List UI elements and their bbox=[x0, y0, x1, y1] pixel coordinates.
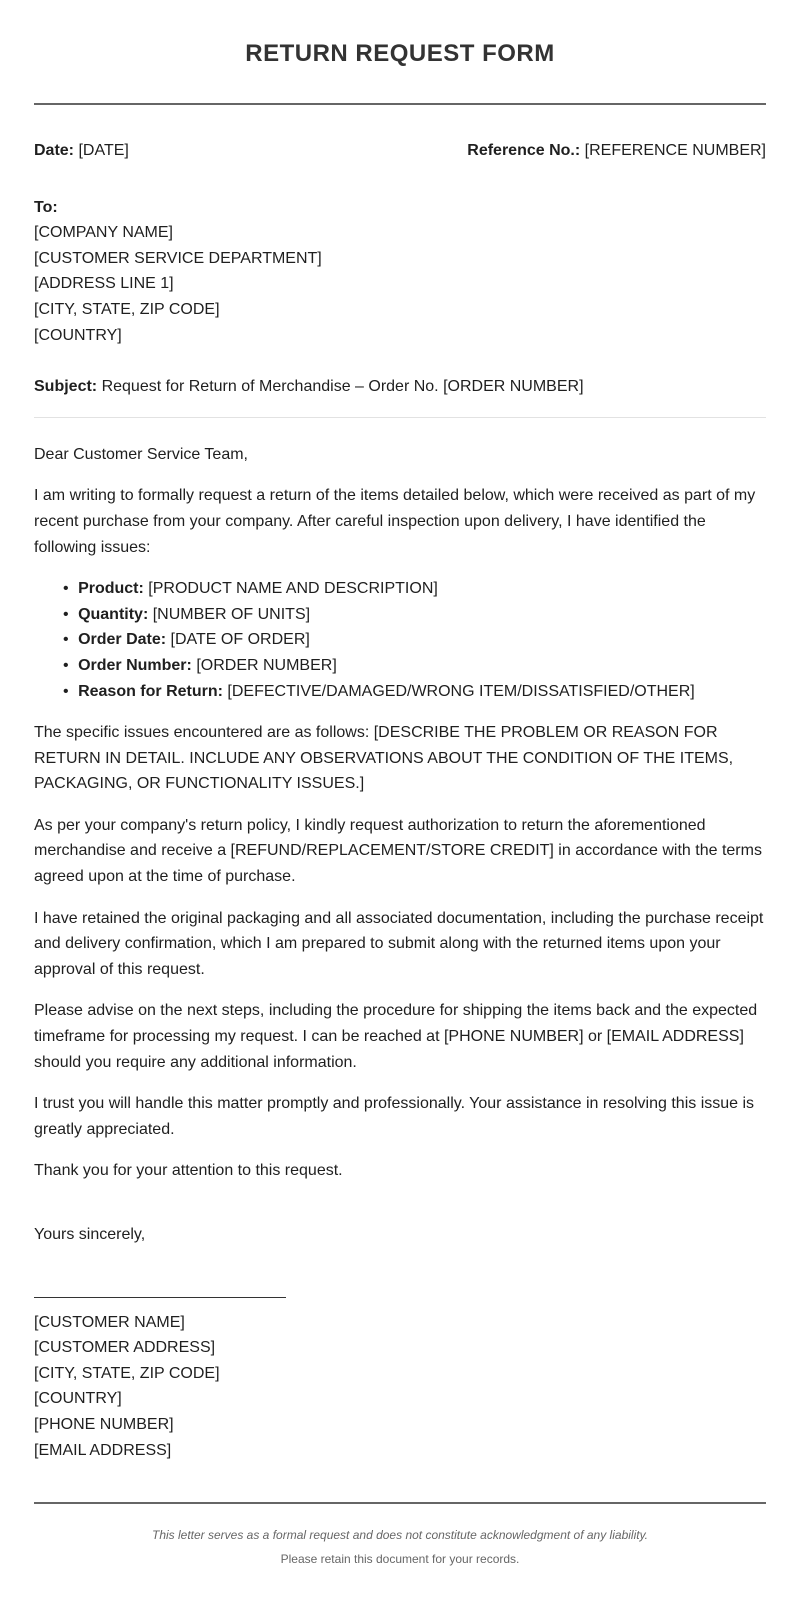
closing: Yours sincerely, bbox=[34, 1226, 146, 1243]
body-paragraph: Thank you for your attention to this request. bbox=[34, 1162, 343, 1180]
recipient-line: [COUNTRY] bbox=[34, 326, 122, 344]
footer bbox=[34, 1525, 766, 1569]
item-value: [NUMBER OF UNITS] bbox=[152, 605, 311, 623]
intro-paragraph: I am writing to formally request a return of the items detailed below, which were received as part of my recent purchase from your company. After careful inspection upon delivery, I have identified the following issues: bbox=[34, 487, 756, 556]
item-value: [PRODUCT NAME AND DESCRIPTION] bbox=[148, 580, 438, 598]
item-label: Order Date: bbox=[78, 631, 167, 649]
reference-value: [REFERENCE NUMBER] bbox=[584, 142, 766, 159]
item-label: Reason for Return: bbox=[78, 682, 223, 700]
body-paragraph: I have retained the original packaging and all associated documentation, including the purchase receipt and delivery confirmation, which I am prepared to submit along with the returned items upon your approval of this request. bbox=[34, 909, 764, 978]
meta-row bbox=[34, 138, 766, 164]
date-value: [DATE] bbox=[78, 142, 129, 159]
subject-line bbox=[34, 374, 766, 400]
item-label: Product: bbox=[78, 580, 144, 598]
sender-line: [EMAIL ADDRESS] bbox=[34, 1441, 172, 1459]
subject-divider bbox=[34, 417, 766, 418]
recipient-line: [CITY, STATE, ZIP CODE] bbox=[34, 300, 220, 318]
item-value: [ORDER NUMBER] bbox=[196, 656, 337, 674]
footer-disclaimer: This letter serves as a formal request and does not constitute acknowledgment of any liability. bbox=[151, 1528, 649, 1543]
greeting: Dear Customer Service Team, bbox=[34, 445, 248, 463]
body-paragraph: As per your company's return policy, I kindly request authorization to return the aforementioned merchandise and receive a [REFUND/REPLACEMENT/STORE CREDIT] in accordance with the terms agreed upon at the time of purchase. bbox=[34, 816, 762, 886]
body-paragraph: Please advise on the next steps, including the procedure for shipping the items back and the expected timeframe for processing my request. I can be reached at [PHONE NUMBER] or [EMAIL ADDRESS] should you require any additional information. bbox=[34, 1002, 758, 1071]
date-field bbox=[34, 138, 129, 164]
signature-line bbox=[34, 1297, 286, 1298]
list-item bbox=[63, 679, 766, 705]
reference-field bbox=[467, 138, 766, 164]
sender-line: [CUSTOMER NAME] bbox=[34, 1313, 185, 1331]
header-divider bbox=[34, 103, 766, 105]
list-item bbox=[63, 627, 766, 653]
sender-block bbox=[34, 1310, 766, 1464]
item-label: Order Number: bbox=[78, 656, 192, 674]
item-value: [DATE OF ORDER] bbox=[170, 631, 310, 649]
footer-note: Please retain this document for your records. bbox=[280, 1552, 520, 1567]
recipient-block bbox=[34, 195, 766, 349]
sender-line: [PHONE NUMBER] bbox=[34, 1415, 174, 1433]
reference-label: Reference No.: bbox=[467, 142, 581, 159]
recipient-line: [CUSTOMER SERVICE DEPARTMENT] bbox=[34, 249, 322, 267]
body-paragraph: The specific issues encountered are as follows: [DESCRIBE THE PROBLEM OR REASON FOR RETURN IN DETAIL. INCLUDE ANY OBSERVATIONS ABOUT THE CONDITION OF THE ITEMS, PACKAGING, OR FUNCTIONALITY ISSUES.] bbox=[34, 724, 734, 793]
item-details-list bbox=[34, 576, 766, 704]
sender-line: [CUSTOMER ADDRESS] bbox=[34, 1339, 216, 1357]
list-item bbox=[63, 653, 766, 679]
footer-divider bbox=[34, 1502, 766, 1504]
sender-line: [CITY, STATE, ZIP CODE] bbox=[34, 1364, 220, 1382]
list-item bbox=[63, 576, 766, 602]
recipient-line: [COMPANY NAME] bbox=[34, 224, 173, 242]
body-paragraph: I trust you will handle this matter promptly and professionally. Your assistance in resolving this issue is greatly appreciated. bbox=[34, 1095, 755, 1138]
item-label: Quantity: bbox=[78, 605, 149, 623]
page-title: RETURN REQUEST FORM bbox=[245, 40, 555, 67]
subject-text: Request for Return of Merchandise – Order No. [ORDER NUMBER] bbox=[101, 378, 584, 396]
recipient-label: To: bbox=[34, 198, 58, 216]
item-value: [DEFECTIVE/DAMAGED/WRONG ITEM/DISSATISFIED/OTHER] bbox=[227, 682, 695, 700]
subject-label: Subject: bbox=[34, 378, 98, 396]
date-label: Date: bbox=[34, 142, 75, 159]
recipient-line: [ADDRESS LINE 1] bbox=[34, 275, 174, 293]
sender-line: [COUNTRY] bbox=[34, 1390, 122, 1408]
list-item bbox=[63, 602, 766, 628]
